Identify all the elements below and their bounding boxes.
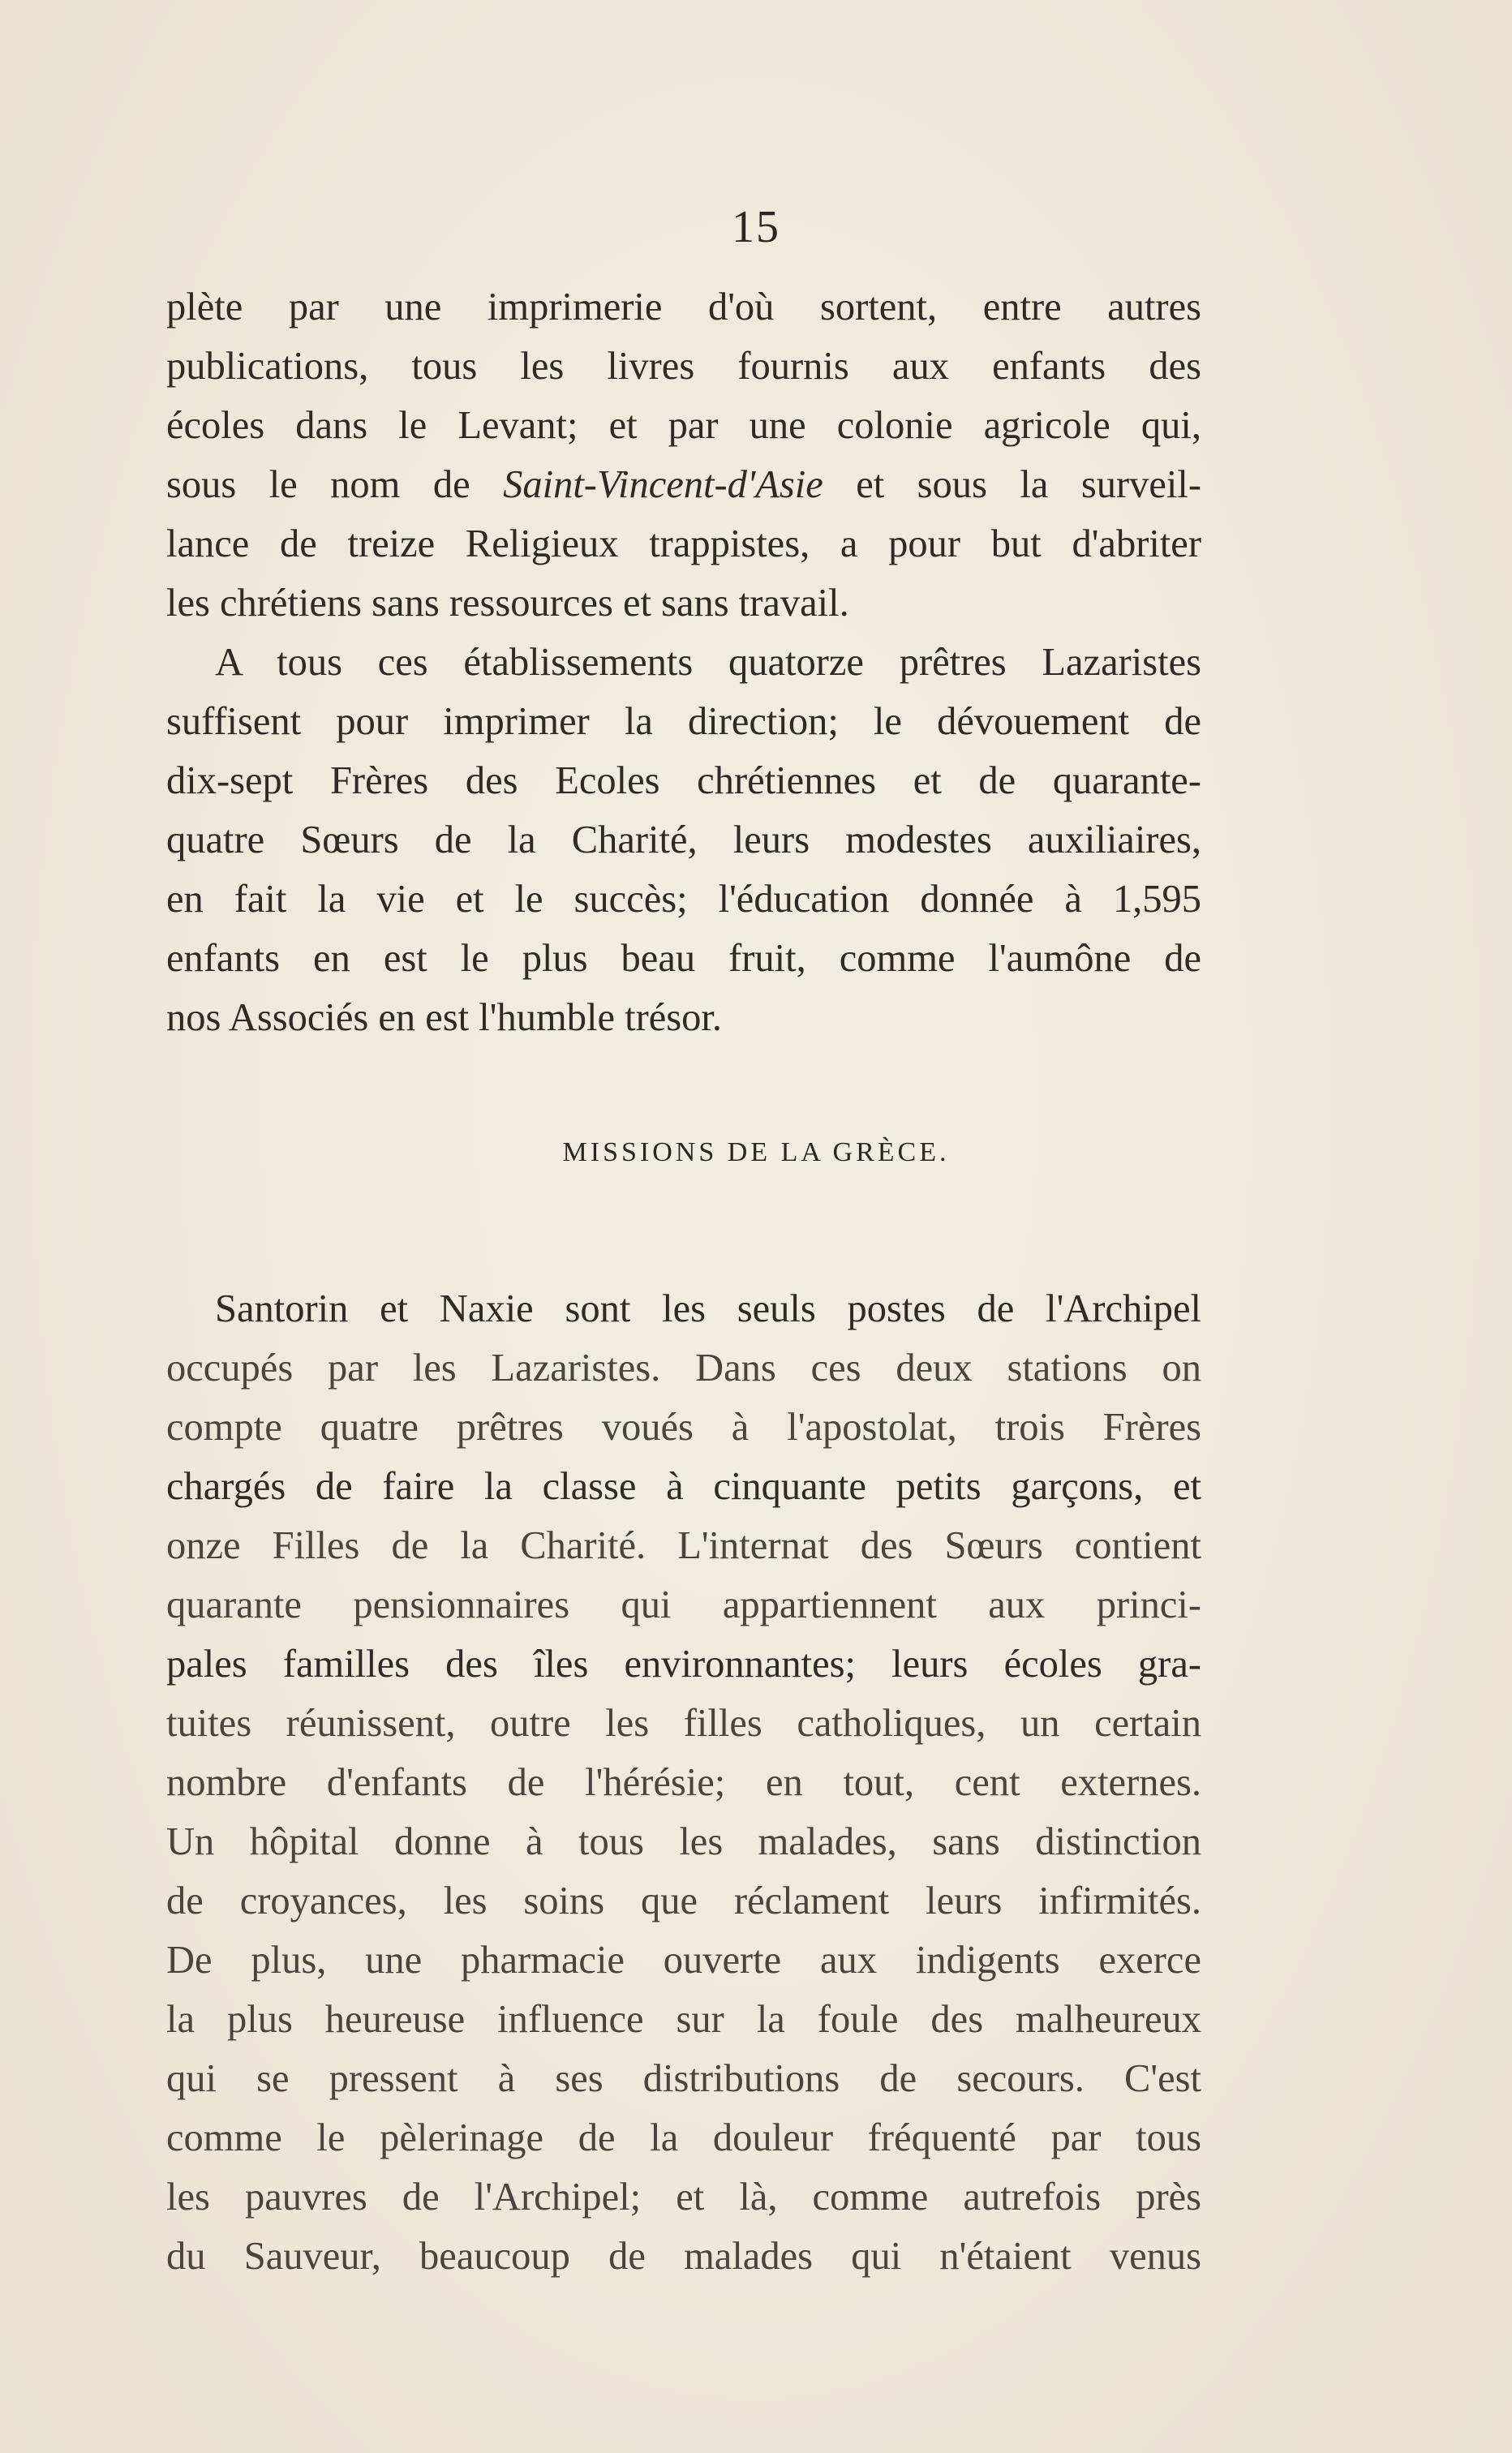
text-line: dix-sept Frères des Ecoles chrétiennes et de quarante- [166, 759, 1201, 802]
text-line: quatre Sœurs de la Charité, leurs modestes auxiliaires, [166, 818, 1201, 861]
text-line: chargés de faire la classe à cinquante petits garçons, et [166, 1465, 1201, 1508]
text-line: enfants en est le plus beau fruit, comme l'aumône de [166, 937, 1201, 980]
text-line: comme le pèlerinage de la douleur fréquenté par tous [166, 2116, 1201, 2159]
text-line: compte quatre prêtres voués à l'apostolat, trois Frères [166, 1406, 1201, 1449]
text-line-mixed [166, 455, 1201, 514]
text-line: onze Filles de la Charité. L'internat des Sœurs contient [166, 1524, 1201, 1567]
text-line: quarante pensionnaires qui appartiennent aux princi- [166, 1583, 1201, 1626]
text-line: tuites réunissent, outre les filles catholiques, un certain [166, 1702, 1201, 1745]
paragraph-2 [166, 633, 1201, 1047]
page-number: 15 [732, 202, 780, 252]
text-line: Santorin et Naxie sont les seuls postes de l'Archipel [215, 1287, 1201, 1330]
text-run: sous le nom de [166, 463, 504, 506]
text-line: Un hôpital donne à tous les malades, sans distinction [166, 1820, 1201, 1863]
text-line: suffisent pour imprimer la direction; le dévouement de [166, 700, 1201, 743]
text-line: occupés par les Lazaristes. Dans ces deux stations on [166, 1347, 1201, 1390]
text-line: nos Associés en est l'humble trésor. [166, 996, 722, 1039]
text-line: lance de treize Religieux trappistes, a pour but d'abriter [166, 522, 1201, 565]
text-line: les chrétiens sans ressources et sans travail. [166, 582, 849, 625]
text-line: De plus, une pharmacie ouverte aux indigents exerce [166, 1939, 1201, 1982]
paragraph-3 [166, 1279, 1201, 2286]
section-title: MISSIONS DE LA GRÈCE. [562, 1137, 950, 1167]
text-line: plète par une imprimerie d'où sortent, entre autres [166, 286, 1201, 329]
text-line: qui se pressent à ses distributions de secours. C'est [166, 2057, 1201, 2100]
text-line: pales familles des îles environnantes; leurs écoles gra- [166, 1643, 1201, 1686]
text-line: la plus heureuse influence sur la foule des malheureux [166, 1998, 1201, 2041]
text-line: du Sauveur, beaucoup de malades qui n'étaient venus [166, 2235, 1201, 2278]
place-name-italic: Saint-Vincent-d'Asie [503, 463, 823, 506]
text-line: de croyances, les soins que réclament leurs infirmités. [166, 1879, 1201, 1922]
text-line: écoles dans le Levant; et par une colonie agricole qui, [166, 404, 1201, 447]
text-run: et sous la surveil- [823, 463, 1201, 506]
text-line: en fait la vie et le succès; l'éducation donnée à 1,595 [166, 878, 1201, 921]
text-line: publications, tous les livres fournis aux enfants des [166, 345, 1201, 388]
text-line: A tous ces établissements quatorze prêtres Lazaristes [215, 641, 1201, 684]
text-line: les pauvres de l'Archipel; et là, comme autrefois près [166, 2176, 1201, 2219]
paragraph-1 [166, 277, 1201, 633]
text-line: nombre d'enfants de l'hérésie; en tout, cent externes. [166, 1761, 1201, 1804]
